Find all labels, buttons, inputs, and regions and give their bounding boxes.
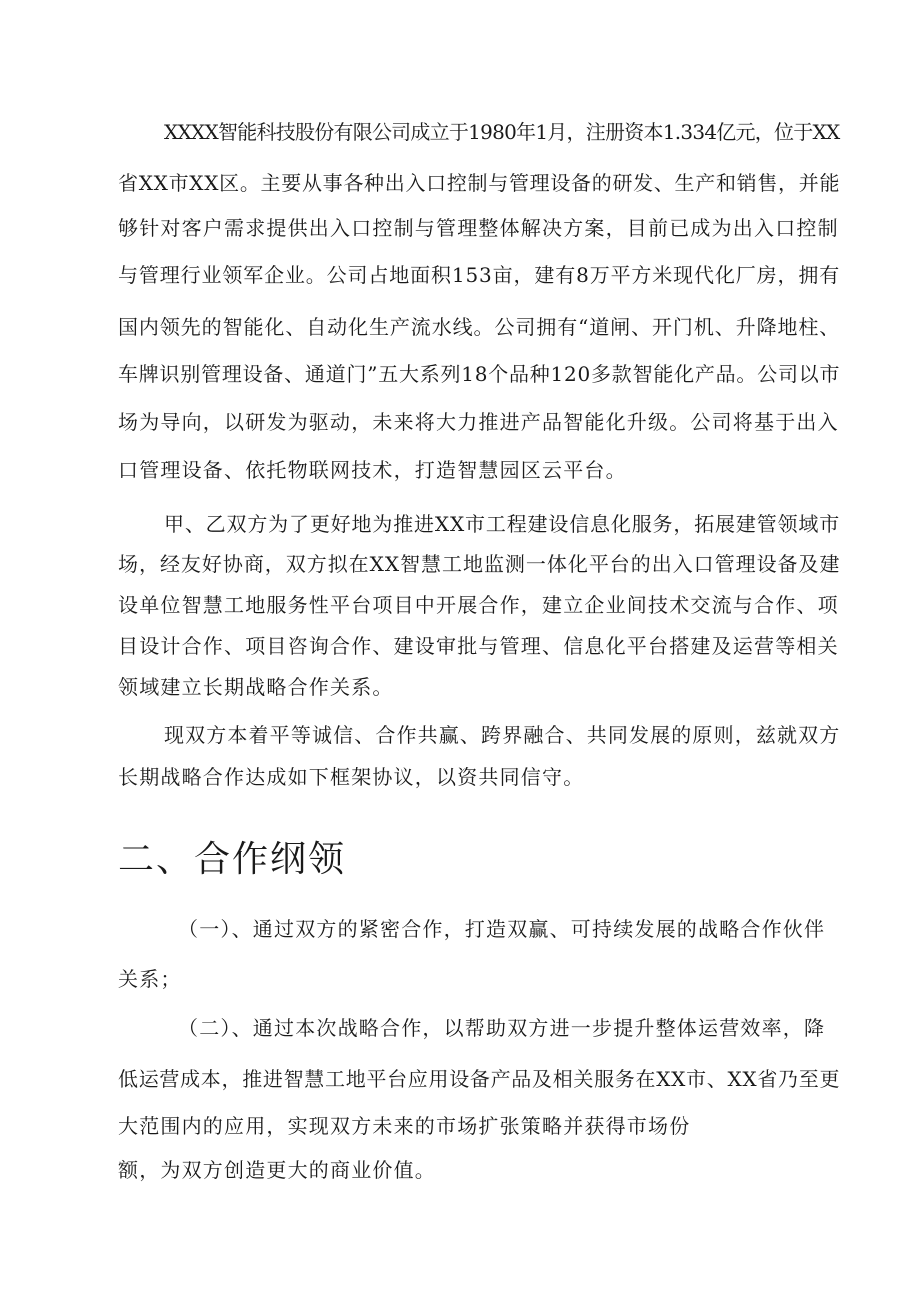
paragraph-line: （二）、通过本次战略合作，以帮助双方进一步提升整体运营效率，降 [178,1016,826,1040]
paragraph-line: 领域建立长期战略合作关系。 [118,675,394,699]
paragraph-line: 场，经友好协商，双方拟在XX智慧工地监测一体化平台的出入口管理设备及建 [118,552,841,576]
paragraph-line: 大范围内的应用，实现双方未来的市场扩张策略并获得市场份 [118,1114,691,1138]
paragraph-line: 口管理设备、依托物联网技术，打造智慧园区云平台。 [118,458,627,482]
paragraph-line: 额，为双方创造更大的商业价值。 [118,1158,436,1182]
paragraph-line: 现双方本着平等诚信、合作共赢、跨界融合、共同发展的原则，兹就双方 [164,723,841,747]
paragraph-line: 场为导向，以研发为驱动，未来将大力推进产品智能化升级。公司将基于出入 [118,410,839,434]
paragraph-line: 省XX市XX区。主要从事各种出入口控制与管理设备的研发、生产和销售，并能 [118,171,841,195]
paragraph-line: 关系； [118,967,182,991]
paragraph-line: 长期战略合作达成如下框架协议，以资共同信守。 [118,765,585,789]
paragraph-line: 车牌识别管理设备、通道门”五大系列18个品种120多款智能化产品。公司以市 [118,362,841,386]
paragraph-line: 目设计合作、项目咨询合作、建设审批与管理、信息化平台搭建及运营等相关 [118,634,839,658]
paragraph-line: （一）、通过双方的紧密合作，打造双赢、可持续发展的战略合作伙伴 [178,917,826,941]
paragraph-line: XXXX智能科技股份有限公司成立于1980年1月，注册资本1.334亿元，位于XX [164,120,840,144]
paragraph-line: 与管理行业领军企业。公司占地面积153亩，建有8万平方米现代化厂房，拥有 [118,263,841,287]
paragraph-line: 低运营成本，推进智慧工地平台应用设备产品及相关服务在XX市、XX省乃至更 [118,1067,841,1091]
paragraph-line: 甲、乙双方为了更好地为推进XX市工程建设信息化服务，拓展建管领域市 [164,512,841,536]
paragraph-line: 国内领先的智能化、自动化生产流水线。公司拥有“道闸、开门机、升降地柱、 [118,315,841,339]
section-heading: 二、合作纲领 [118,839,347,880]
paragraph-line: 设单位智慧工地服务性平台项目中开展合作，建立企业间技术交流与合作、项 [118,593,839,617]
paragraph-line: 够针对客户需求提供出入口控制与管理整体解决方案，目前已成为出入口控制 [118,216,839,240]
